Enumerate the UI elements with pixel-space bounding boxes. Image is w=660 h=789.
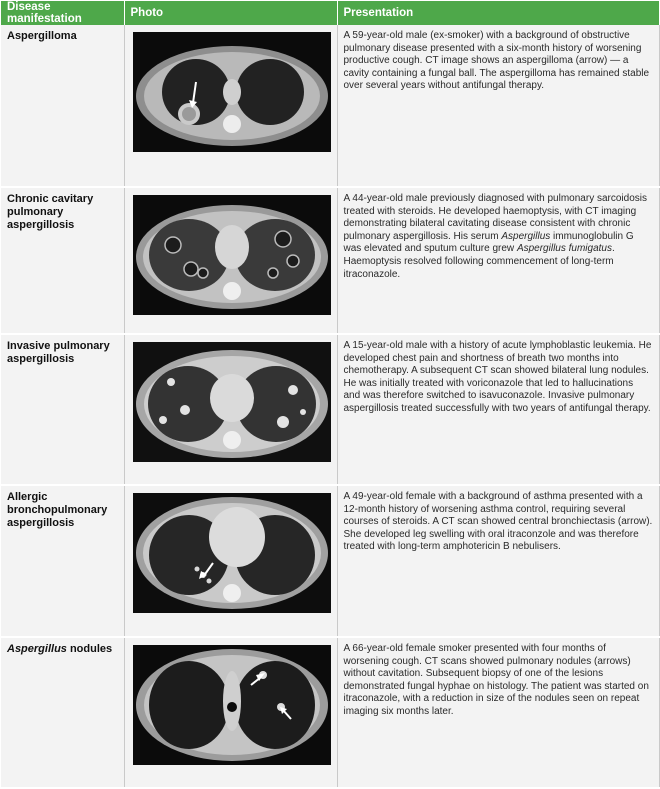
- manifestation-label: Aspergilloma: [7, 30, 77, 42]
- manifestation-label: Allergic bronchopulmonary aspergillosis: [7, 491, 108, 529]
- ct-scan-invasive-icon: [133, 342, 331, 462]
- ct-scan-nodules-icon: [133, 645, 331, 765]
- table-row: [1, 25, 659, 187]
- presentation-cell: [337, 187, 659, 334]
- presentation-text: A 44-year-old male previously diagnosed with pulmonary sarcoidosis treated with steroids. He developed haemoptysis, with CT imaging demonstrating bilateral cavitating disease consistent with chronic pulmonary aspergillosis. His serum Aspergillus immunoglobulin G was elevated and sputum culture grew Aspergillus fumigatus. Haemoptysis resolved following commencement of long-term itraconazole.: [343, 193, 647, 280]
- photo-cell: [124, 485, 337, 637]
- header-photo: Photo: [124, 1, 337, 25]
- header-disease-manifestation: Disease manifestation: [1, 1, 124, 25]
- manifestation-cell: [1, 485, 124, 637]
- manifestation-label: Invasive pulmonary aspergillosis: [7, 340, 110, 365]
- table-row: [1, 485, 659, 637]
- presentation-text: A 49-year-old female with a background of asthma presented with a 12-month history of worsening asthma control, requiring several courses of steroids. A CT scan showed central bronchiectasis (arrow). She developed leg swelling with oral itraconzole and was therefore treated with long-term amphotericin B nebulisers.: [343, 491, 653, 553]
- presentation-text: A 15-year-old male with a history of acute lymphoblastic leukemia. He developed chest pain and shortness of breath two months into chemotherapy. A subsequent CT scan showed bilateral lung nodules. He was initially treated with voriconazole that led to hallucinations and was therefore switched to isavuconazole. Invasive pulmonary aspergillosis treated successfully with two years of antifungal therapy.: [343, 340, 652, 414]
- photo-cell: [124, 25, 337, 187]
- table-row: [1, 187, 659, 334]
- photo-cell: [124, 187, 337, 334]
- manifestation-cell: [1, 187, 124, 334]
- table-row: [1, 637, 659, 788]
- presentation-cell: [337, 25, 659, 187]
- manifestation-label: Aspergillus nodules: [7, 643, 113, 655]
- ct-scan-allergic-icon: [133, 493, 331, 613]
- table-row: [1, 334, 659, 485]
- photo-cell: [124, 334, 337, 485]
- presentation-cell: [337, 637, 659, 788]
- presentation-cell: [337, 485, 659, 637]
- header-row: [1, 1, 659, 25]
- presentation-text: A 59-year-old male (ex-smoker) with a background of obstructive pulmonary disease presented with a six-month history of worsening productive cough. CT image shows an aspergilloma (arrow) — a cavity containing a fungal ball. The aspergilloma has remained stable over several years without antifungal therapy.: [343, 30, 650, 92]
- ct-scan-aspergilloma-icon: [133, 32, 331, 152]
- presentation-text: A 66-year-old female smoker presented with four months of worsening cough. CT scans showed pulmonary nodules (arrows) without cavitation. Subsequent biopsy of one of the lesions demonstrated fungal hyphae on histology. The patient was started on itraconazole, with a reduction in size of the nodules seen on repeat imaging six months later.: [343, 643, 649, 717]
- aspergillosis-table: [1, 1, 660, 789]
- header-presentation: Presentation: [337, 1, 659, 25]
- manifestation-label: Chronic cavitary pulmonary aspergillosis: [7, 193, 94, 231]
- manifestation-cell: [1, 637, 124, 788]
- manifestation-cell: [1, 25, 124, 187]
- photo-cell: [124, 637, 337, 788]
- manifestation-cell: [1, 334, 124, 485]
- ct-scan-chronic-cavitary-icon: [133, 195, 331, 315]
- presentation-cell: [337, 334, 659, 485]
